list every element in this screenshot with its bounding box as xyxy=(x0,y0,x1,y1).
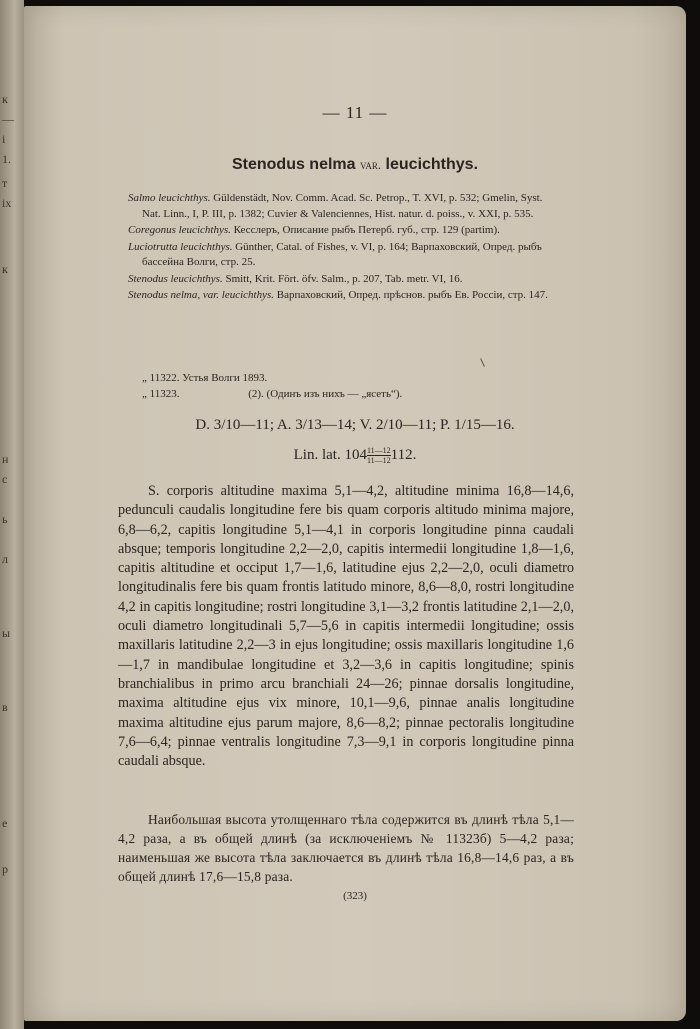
facing-page-fragment: ь xyxy=(2,512,8,526)
specimen-line: „ 11322. Устья Волги 1893. xyxy=(142,372,268,384)
synonym-entry xyxy=(128,223,558,239)
pencil-mark xyxy=(480,358,485,367)
facing-page-fragment: 1. xyxy=(2,152,11,166)
latin-paragraph: S. corporis altitudine maxima 5,1—4,2, altitudine minima 16,8—14,6, pedunculi caudalis longitudine fere bis quam corporis altitudo minima majore, 6,8—6,2, capitis longitudine 5,1—4,1 in corporis longitudine pinna caudali absque; temporis longitudine 2,2—2,0, capitis intermedii longitudine 1,8—1,6, capitis altitudine et occiput 1,7—1,6, latitudine ejus 2,2—2,0, oculi diametro longitudinalis fere bis quam frontis latitudo minore, 8,6—8,0, rostri longitudine 4,2 in capitis longitudine; rostri longitudine 3,1—3,2 frontis latitudine 2,1—2,0, oculi diametro longitudinali 5,7—5,6 in capitis intermedii longitudine; ossis maxillaris latitudine 2,2—3 in ejus longitudine; ossis maxillaris longitudine 1,6—1,7 in mandibulae longitudine et 3,2—3,6 in capitis longitudine; spinis branchialibus in primo arcu branchiali 24—26; pinnae dorsalis longitudine, maxima altitudine ejus vix minore, 10,1—9,6, pinnae analis longitudine maxima altitudine ejus parum majore, 8,6—8,2; pinnae pectoralis longitudine 7,6—6,4; pinnae ventralis longitudine 7,3—9,1 in corporis longitudine pinna caudali absque. xyxy=(118,483,574,770)
russian-paragraph: Наибольшая высота утолщеннаго тѣла содержится въ длинѣ тѣла 5,1—4,2 раза, а въ общей длинѣ (за исключеніемъ № 11323б) 5—4,2 раза; наименьшая же высота тѣла заключается въ длинѣ тѣла 16,8—14,6 раз, а въ общей длинѣ 17,6—15,8 раза. xyxy=(118,812,574,884)
lateral-line-fraction xyxy=(367,446,391,465)
facing-page-fragment: е xyxy=(2,816,8,830)
synonym-reference: Günther, Catal. of Fishes, v. VI, p. 164; Варпаховский, Опред. рыбъ бассейна Волги, стр. 25. xyxy=(142,240,542,268)
facing-page-fragment: ы xyxy=(2,626,11,640)
synonym-entry xyxy=(128,191,558,222)
facing-page-fragment: — xyxy=(2,112,14,126)
footer-page-number: (323) xyxy=(343,890,367,902)
facing-page-fragment: к xyxy=(2,262,8,276)
synonym-reference: Кесслеръ, Описание рыбъ Петерб. губ., стр. 129 (partim). xyxy=(233,224,500,236)
species-title xyxy=(24,156,686,174)
specimen-line: „ 11323. (2). (Одинъ изъ нихъ — „ясеть“). xyxy=(142,388,403,400)
facing-page-edge xyxy=(0,0,24,1029)
facing-page-fragment: в xyxy=(2,700,8,714)
synonym-reference: Güldenstädt, Nov. Comm. Acad. Sc. Petrop., T. XVI, p. 532; Gmelin, Syst. Nat. Linn., I, P. III, p. 1382; Cuvier & Valenciennes, Hist. natur. d. poiss., v. XXI, p. 535. xyxy=(142,192,543,220)
fin-formula: D. 3/10—11; A. 3/13—14; V. 2/10—11; P. 1/15—16. xyxy=(195,417,515,433)
facing-page-fragment: т xyxy=(2,176,8,190)
page-number: — 11 — xyxy=(322,103,388,122)
lateral-line-prefix: Lin. lat. 104 xyxy=(293,446,367,463)
fraction-numerator: 11—12 xyxy=(366,446,391,455)
synonym-entry xyxy=(128,272,558,288)
lateral-line-count xyxy=(24,446,686,465)
facing-page-fragment: л xyxy=(2,552,8,566)
synonym-species: Salmo leucichthys. xyxy=(128,192,211,204)
russian-description xyxy=(118,810,574,886)
facing-page-fragment: н xyxy=(2,452,9,466)
synonym-species: Luciotrutta leucichthys. xyxy=(128,240,233,253)
species-name: Stenodus nelma xyxy=(231,156,356,173)
facing-page-fragment: р xyxy=(2,862,8,876)
synonym-entry xyxy=(128,240,558,271)
synonym-entry xyxy=(128,288,558,304)
book-page xyxy=(24,6,686,1021)
variety-name: leucichthys. xyxy=(385,156,479,173)
lateral-line-suffix: 112. xyxy=(390,446,417,463)
fraction-denominator: 11—12 xyxy=(366,456,391,465)
variety-abbrev: var. xyxy=(360,157,382,172)
synonymy-list xyxy=(128,191,558,305)
synonym-species: Stenodus nelma, var. leucichthys. xyxy=(128,289,275,301)
synonym-species: Coregonus leucichthys. xyxy=(128,224,231,236)
facing-page-fragment: і xyxy=(2,132,6,146)
latin-description xyxy=(118,482,574,771)
facing-page-fragment: іх xyxy=(2,196,12,210)
synonym-species: Stenodus leucichthys. xyxy=(128,272,223,285)
synonym-reference: Варпаховский, Опред. прѣснов. рыбъ Ев. Россіи, стр. 147. xyxy=(276,289,548,301)
facing-page-fragment: с xyxy=(2,472,8,486)
synonym-reference: Smitt, Krit. Fört. öfv. Salm., p. 207, Tab. metr. VI, 16. xyxy=(225,272,463,285)
facing-page-fragment: к xyxy=(2,92,8,106)
